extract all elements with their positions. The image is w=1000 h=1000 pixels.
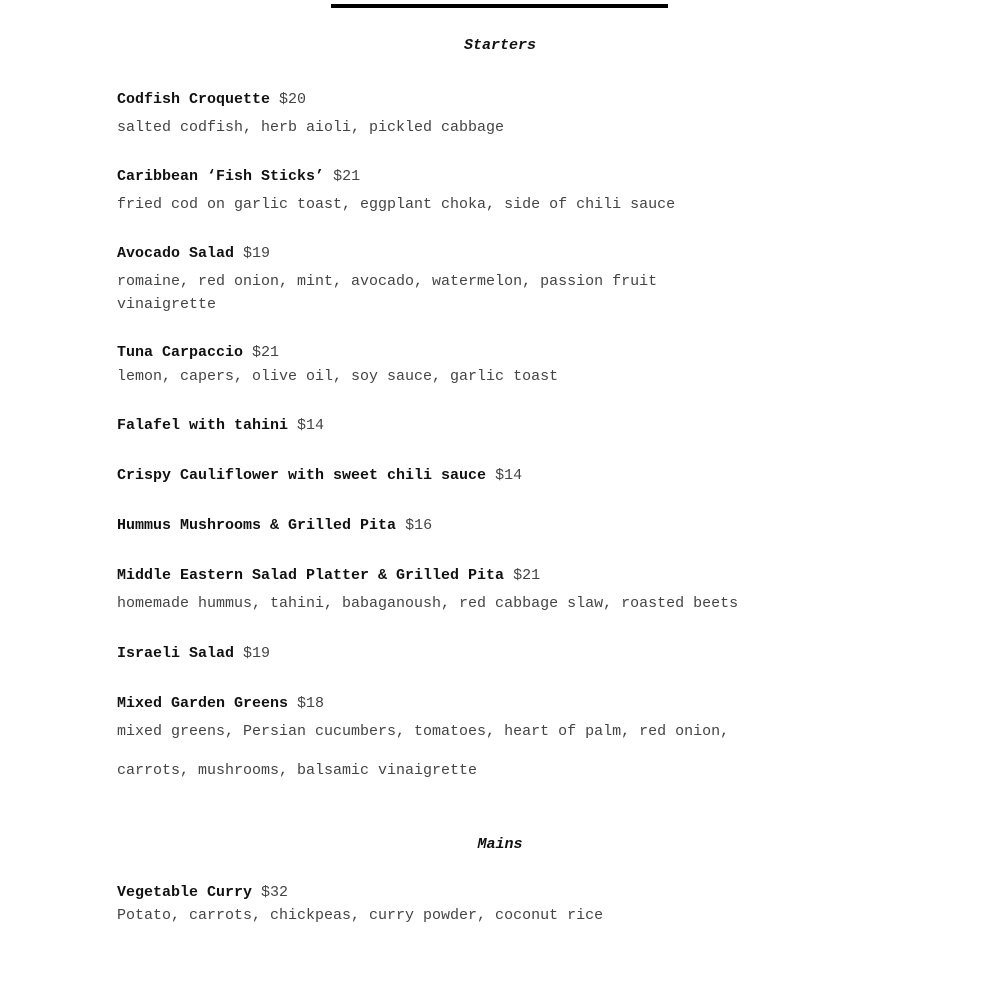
menu-item-codfish-croquette bbox=[117, 89, 897, 139]
item-description-line-2: carrots, mushrooms, balsamic vinaigrette bbox=[117, 762, 478, 779]
item-description: homemade hummus, tahini, babaganoush, red cabbage slaw, roasted beets bbox=[117, 595, 739, 612]
item-name: Avocado Salad bbox=[117, 245, 235, 262]
item-price: $14 bbox=[297, 417, 325, 434]
menu-item-hummus-mushrooms bbox=[117, 515, 897, 537]
item-price: $18 bbox=[297, 695, 325, 712]
item-name: Hummus Mushrooms & Grilled Pita bbox=[117, 517, 397, 534]
menu-item-tuna-carpaccio bbox=[117, 342, 897, 388]
item-name: Vegetable Curry bbox=[117, 884, 253, 901]
menu-item-caribbean-fish-sticks bbox=[117, 166, 897, 216]
menu-item-mixed-garden-greens bbox=[117, 693, 897, 782]
menu-item-middle-eastern-salad-platter bbox=[117, 565, 897, 615]
item-description: lemon, capers, olive oil, soy sauce, garlic toast bbox=[117, 368, 559, 385]
item-name: Caribbean ‘Fish Sticks’ bbox=[117, 168, 325, 185]
menu-item-vegetable-curry bbox=[117, 882, 897, 927]
item-description: fried cod on garlic toast, eggplant choka, side of chili sauce bbox=[117, 196, 676, 213]
item-price: $32 bbox=[261, 884, 289, 901]
item-price: $19 bbox=[243, 245, 271, 262]
menu-item-avocado-salad bbox=[117, 243, 897, 316]
title-underline bbox=[331, 4, 668, 8]
item-name: Crispy Cauliflower with sweet chili sauce bbox=[117, 467, 487, 484]
item-name: Falafel with tahini bbox=[117, 417, 289, 434]
item-description: salted codfish, herb aioli, pickled cabbage bbox=[117, 119, 505, 136]
item-description-line-2: vinaigrette bbox=[117, 296, 217, 313]
menu-item-falafel bbox=[117, 415, 897, 437]
item-description: Potato, carrots, chickpeas, curry powder, coconut rice bbox=[117, 907, 604, 924]
item-name: Mixed Garden Greens bbox=[117, 695, 289, 712]
item-price: $19 bbox=[243, 645, 271, 662]
item-price: $21 bbox=[252, 344, 280, 361]
item-price: $14 bbox=[495, 467, 523, 484]
menu-item-israeli-salad bbox=[117, 643, 897, 665]
item-name: Middle Eastern Salad Platter & Grilled Pita bbox=[117, 567, 505, 584]
starters-heading: Starters bbox=[463, 37, 536, 54]
item-price: $16 bbox=[405, 517, 433, 534]
item-name: Codfish Croquette bbox=[117, 91, 271, 108]
item-price: $21 bbox=[333, 168, 361, 185]
item-price: $21 bbox=[513, 567, 541, 584]
item-name: Israeli Salad bbox=[117, 645, 235, 662]
item-name: Tuna Carpaccio bbox=[117, 344, 244, 361]
item-description-line-1: mixed greens, Persian cucumbers, tomatoes, heart of palm, red onion, bbox=[117, 723, 730, 740]
menu-item-crispy-cauliflower bbox=[117, 465, 897, 487]
mains-heading: Mains bbox=[477, 836, 523, 853]
item-price: $20 bbox=[279, 91, 307, 108]
item-description-line-1: romaine, red onion, mint, avocado, watermelon, passion fruit bbox=[117, 273, 658, 290]
